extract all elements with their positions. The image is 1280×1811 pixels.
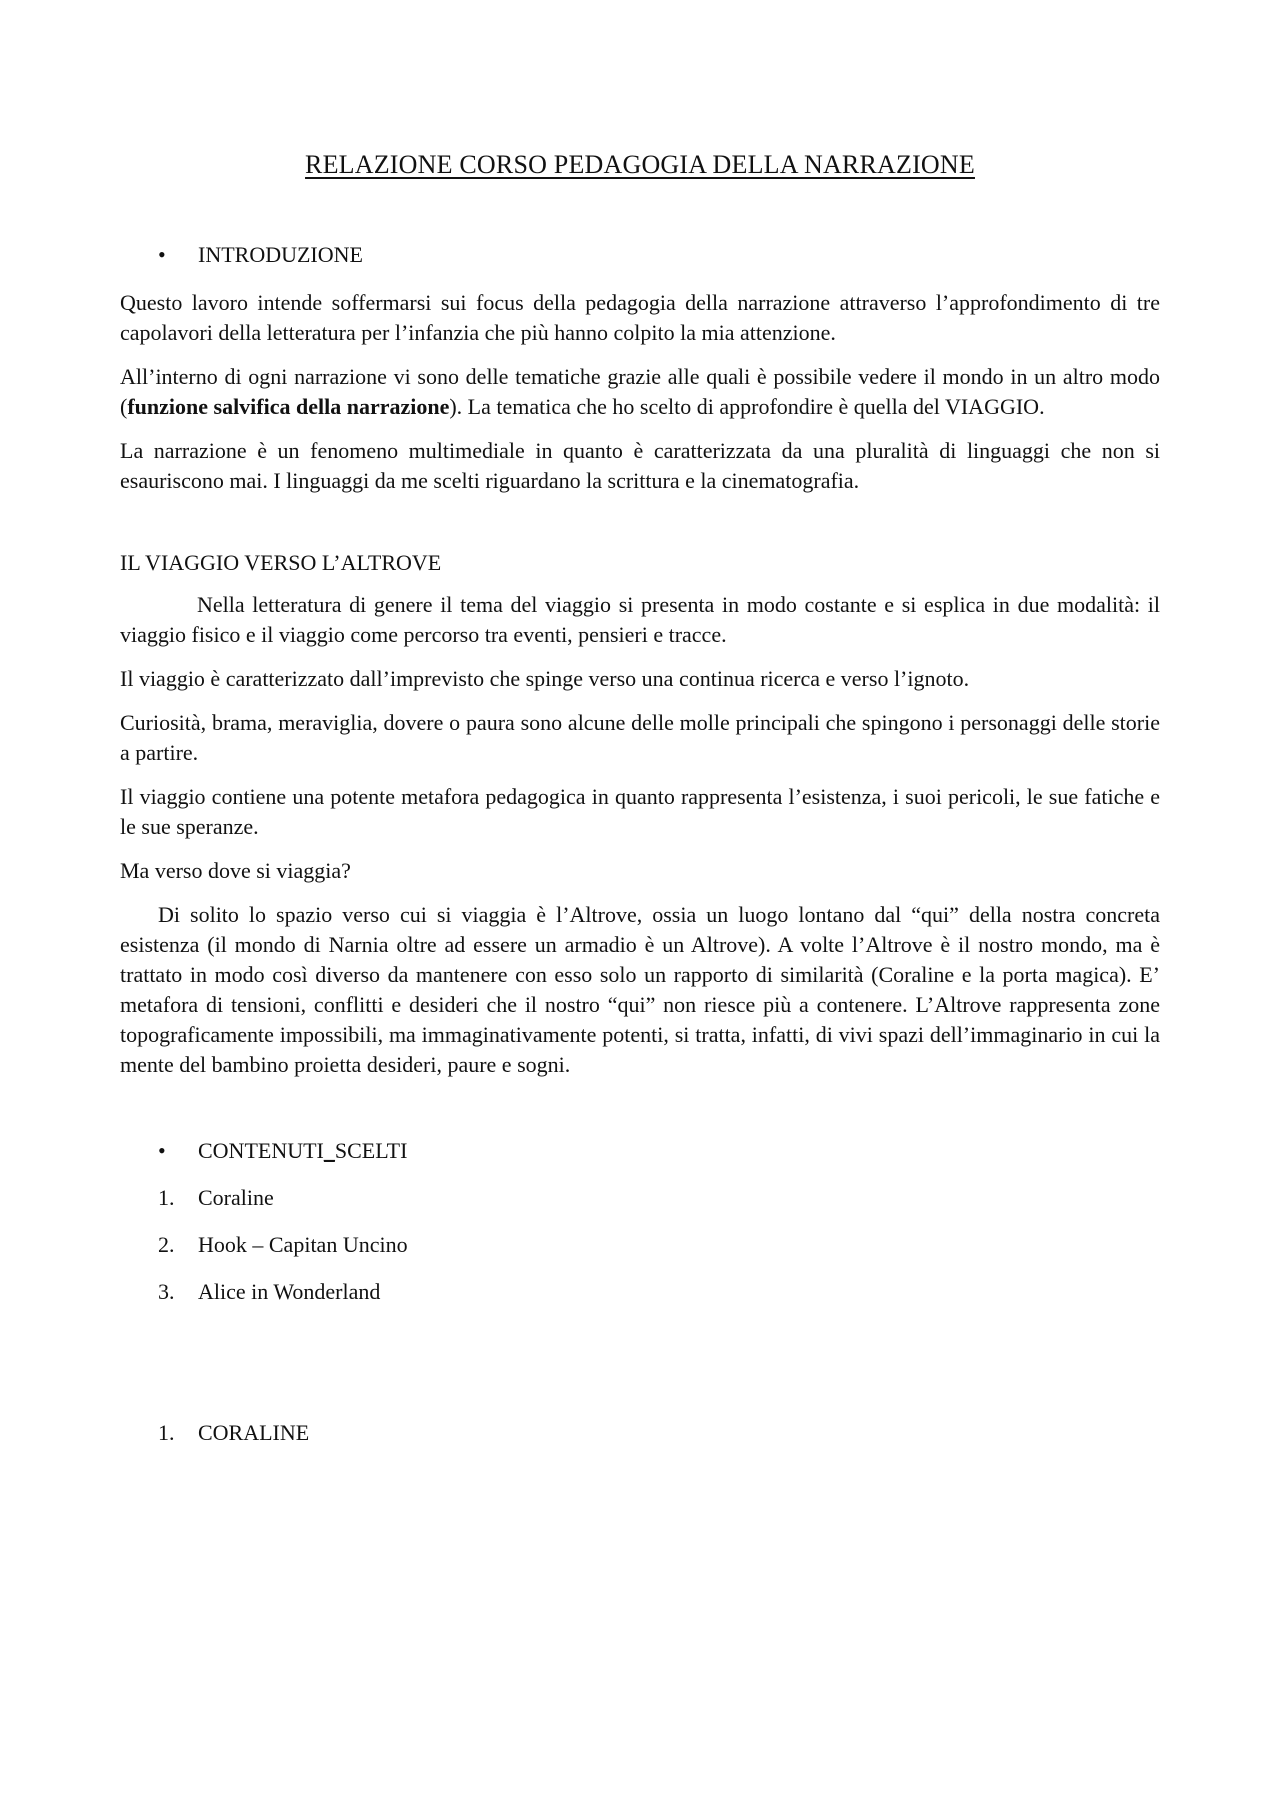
list-number: 3. bbox=[158, 1279, 175, 1304]
intro-paragraph-2 bbox=[120, 362, 1160, 422]
list-number: 2. bbox=[158, 1232, 175, 1257]
contenuti-heading-part1: CONTENUTI bbox=[198, 1138, 324, 1163]
viaggio-paragraph-5: Ma verso dove si viaggia? bbox=[120, 858, 351, 883]
intro-heading-label: INTRODUZIONE bbox=[198, 242, 363, 267]
viaggio-paragraph-1: Nella letteratura di genere il tema del viaggio si presenta in modo costante e si esplica in due modalità: il viaggio fisico e il viaggio come percorso tra eventi, pensieri e tracce. bbox=[120, 592, 1160, 647]
section-number: 1. bbox=[158, 1420, 175, 1445]
intro-p2-bold: funzione salvifica della narrazione bbox=[127, 394, 450, 419]
list-item-label: Hook – Capitan Uncino bbox=[198, 1232, 408, 1257]
contenuti-heading-sep: _ bbox=[323, 1138, 335, 1163]
page-title: RELAZIONE CORSO PEDAGOGIA DELLA NARRAZIONE bbox=[305, 150, 975, 179]
viaggio-paragraph-2: Il viaggio è caratterizzato dall’imprevisto che spinge verso una continua ricerca e verso l’ignoto. bbox=[120, 666, 970, 691]
intro-heading bbox=[120, 242, 1160, 268]
list-item-label: Coraline bbox=[198, 1185, 274, 1210]
section-heading-coraline bbox=[120, 1420, 1160, 1446]
list-item bbox=[120, 1185, 1160, 1211]
list-item-label: Alice in Wonderland bbox=[198, 1279, 381, 1304]
viaggio-paragraph-4: Il viaggio contiene una potente metafora pedagogica in quanto rappresenta l’esistenza, i suoi pericoli, le sue fatiche e le sue speranze. bbox=[120, 784, 1160, 839]
bullet-marker: • bbox=[158, 1138, 166, 1163]
intro-paragraph-3: La narrazione è un fenomeno multimediale in quanto è caratterizzata da una pluralità di linguaggi che non si esauriscono mai. I linguaggi da me scelti riguardano la scrittura e la cinematografia. bbox=[120, 438, 1160, 493]
viaggio-paragraph-6: Di solito lo spazio verso cui si viaggia è l’Altrove, ossia un luogo lontano dal “qui” della nostra concreta esistenza (il mondo di Narnia oltre ad essere un armadio è un Altrove). A volte l’Altrove è il nostro mondo, ma è trattato in modo così diverso da mantenere con esso solo un rapporto di similarità (Coraline e la porta magica). E’ metafora di tensioni, conflitti e desideri che il nostro “qui” non riesce più a contenere. L’Altrove rappresenta zone topograficamente impossibili, ma immaginativamente potenti, si tratta, infatti, di vivi spazi dell’immaginario in cui la mente del bambino proietta desideri, paure e sogni. bbox=[120, 902, 1160, 1077]
viaggio-heading: IL VIAGGIO VERSO L’ALTROVE bbox=[120, 550, 442, 575]
list-number: 1. bbox=[158, 1185, 175, 1210]
intro-p2-text-b: ). La tematica che ho scelto di approfondire è quella del VIAGGIO. bbox=[449, 394, 1045, 419]
viaggio-paragraph-3: Curiosità, brama, meraviglia, dovere o paura sono alcune delle molle principali che spingono i personaggi delle storie a partire. bbox=[120, 710, 1160, 765]
intro-paragraph-1: Questo lavoro intende soffermarsi sui focus della pedagogia della narrazione attraverso l’approfondimento di tre capolavori della letteratura per l’infanzia che più hanno colpito la mia attenzione. bbox=[120, 290, 1160, 345]
contenuti-heading-part2: SCELTI bbox=[334, 1138, 408, 1163]
intro-p2-text-a: All’interno di ogni narrazione vi sono delle tematiche grazie alle quali è possibile vedere il mondo in un altro modo ( bbox=[120, 364, 1160, 419]
contenuti-heading bbox=[120, 1138, 1160, 1164]
bullet-marker: • bbox=[158, 242, 166, 267]
section-heading-label: CORALINE bbox=[198, 1420, 310, 1445]
list-item bbox=[120, 1279, 1160, 1305]
contenuti-heading-label bbox=[198, 1138, 407, 1164]
list-item bbox=[120, 1232, 1160, 1258]
